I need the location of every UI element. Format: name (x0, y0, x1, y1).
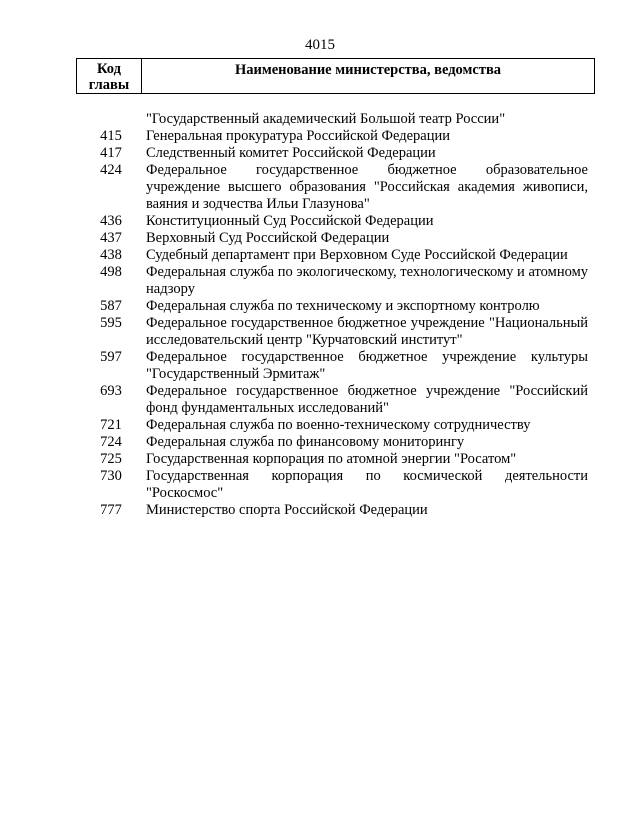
ministry-list (76, 111, 588, 519)
row-name: Верховный Суд Российской Федерации (146, 230, 390, 246)
row-name: Федеральное государственное бюджетное учреждение культуры "Государственный Эрмитаж" (146, 349, 588, 382)
table-row (76, 434, 588, 451)
row-name: Федеральное государственное бюджетное учреждение "Национальный исследовательский центр "Курчатовский институт" (146, 315, 588, 348)
table-row (76, 349, 588, 383)
row-name: Федеральная служба по техническому и экспортному контролю (146, 298, 540, 314)
row-name: Конституционный Суд Российской Федерации (146, 213, 434, 229)
table-row (76, 468, 588, 502)
row-name: Федеральное государственное бюджетное образовательное учреждение высшего образования "Российская академия живописи, ваяния и зодчества Ильи Глазунова" (146, 162, 588, 212)
table-row (76, 383, 588, 417)
name-column-header: Наименование министерства, ведомства (142, 59, 595, 94)
row-name: Государственная корпорация по атомной энергии "Росатом" (146, 451, 517, 467)
row-name: Федеральная служба по военно-техническому сотрудничеству (146, 417, 531, 433)
row-code: 730 (100, 468, 122, 484)
table-row (76, 111, 588, 128)
row-code: 424 (100, 162, 122, 178)
table-row (76, 315, 588, 349)
row-code: 693 (100, 383, 122, 399)
row-code: 587 (100, 298, 122, 314)
table-header (76, 58, 595, 94)
row-code: 498 (100, 264, 122, 280)
row-code: 721 (100, 417, 122, 433)
table-row (76, 162, 588, 213)
row-name: Генеральная прокуратура Российской Федерации (146, 128, 450, 144)
table-row (76, 298, 588, 315)
row-code: 595 (100, 315, 122, 331)
row-code: 725 (100, 451, 122, 467)
table-row (76, 230, 588, 247)
row-code: 417 (100, 145, 122, 161)
row-name: Министерство спорта Российской Федерации (146, 502, 428, 518)
table-row (76, 128, 588, 145)
table-row (76, 502, 588, 519)
table-row (76, 451, 588, 468)
table-row (76, 213, 588, 230)
table-row (76, 145, 588, 162)
row-code: 437 (100, 230, 122, 246)
table-row (76, 247, 588, 264)
row-code: 415 (100, 128, 122, 144)
code-header-line1: Код (97, 61, 121, 77)
row-code: 597 (100, 349, 122, 365)
row-name: Судебный департамент при Верховном Суде Российской Федерации (146, 247, 568, 263)
row-name: "Государственный академический Большой театр России" (146, 111, 506, 127)
code-column-header (77, 59, 142, 94)
table-row (76, 417, 588, 434)
code-header-line2: главы (88, 77, 130, 93)
table-row (76, 264, 588, 298)
page-number: 4015 (305, 37, 335, 53)
row-code: 438 (100, 247, 122, 263)
row-name: Государственная корпорация по космической деятельности "Роскосмос" (146, 468, 588, 501)
row-name: Федеральное государственное бюджетное учреждение "Российский фонд фундаментальных исследований" (146, 383, 588, 416)
row-code: 436 (100, 213, 122, 229)
row-name: Федеральная служба по финансовому мониторингу (146, 434, 465, 450)
row-code: 777 (100, 502, 122, 518)
row-name: Следственный комитет Российской Федерации (146, 145, 436, 161)
row-name: Федеральная служба по экологическому, технологическому и атомному надзору (146, 264, 588, 297)
row-code: 724 (100, 434, 122, 450)
